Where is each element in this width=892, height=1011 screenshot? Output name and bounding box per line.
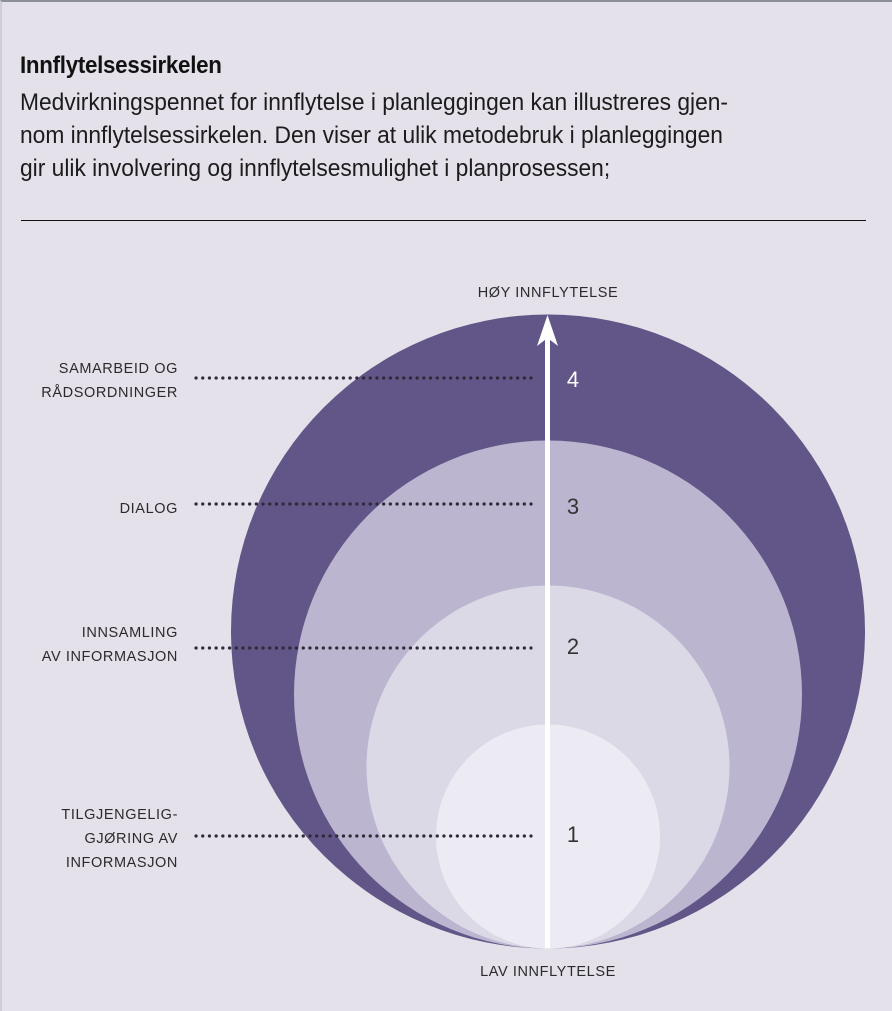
level-label-3 bbox=[120, 497, 178, 521]
intro-line: nom innflytelsessirkelen. Den viser at ulik metodebruk i planleggingen bbox=[20, 122, 723, 149]
intro-line: gir ulik involvering og innflytelsesmulighet i planprosessen; bbox=[20, 155, 611, 182]
level-label-line: INNSAMLING bbox=[81, 625, 178, 641]
level-label-4 bbox=[41, 357, 178, 405]
level-number-1: 1 bbox=[566, 822, 580, 847]
intro-line: Medvirkningspennet for innflytelse i planleggingen kan illustreres gjen- bbox=[20, 89, 729, 116]
level-number-4: 4 bbox=[566, 367, 580, 392]
axis-label-high: HØY INNFLYTELSE bbox=[477, 285, 619, 301]
level-label-line: RÅDSORDNINGER bbox=[41, 385, 178, 401]
level-number-3: 3 bbox=[566, 494, 580, 519]
level-label-line: SAMARBEID OG bbox=[58, 361, 178, 377]
level-label-line: AV INFORMASJON bbox=[41, 649, 178, 665]
axis-label-low: LAV INNFLYTELSE bbox=[480, 964, 616, 980]
level-label-2 bbox=[42, 621, 178, 669]
level-label-line: INFORMASJON bbox=[65, 855, 178, 871]
level-label-1 bbox=[61, 803, 178, 875]
figure-title: Innflytelsessirkelen bbox=[20, 52, 222, 79]
level-label-line: GJØRING AV bbox=[84, 831, 178, 847]
level-number-2: 2 bbox=[566, 634, 580, 659]
level-label-line: DIALOG bbox=[119, 501, 178, 517]
level-label-line: TILGJENGELIG- bbox=[61, 807, 178, 823]
